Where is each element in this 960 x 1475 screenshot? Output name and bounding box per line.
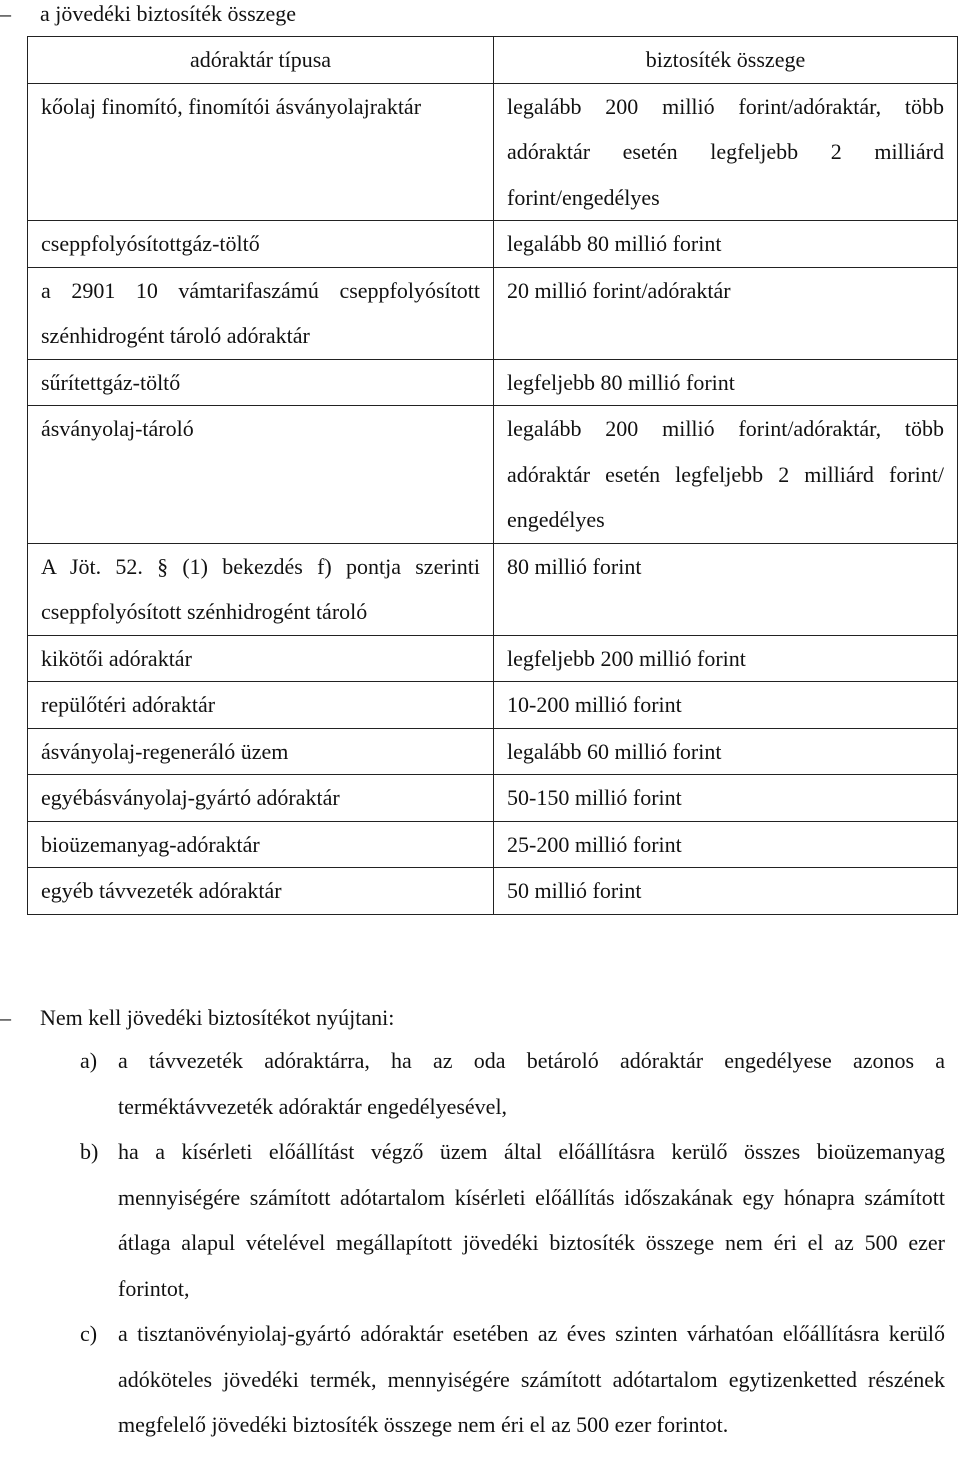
guarantee-amount-cell: 25-200 millió forint [494,821,958,868]
guarantee-amount-cell: legalább 200 millió forint/adóraktár, több adóraktár esetén legfeljebb 2 milliárd forint/ engedélyes [494,406,958,544]
exempt-heading: Nem kell jövedéki biztosítékot nyújtani: [40,1005,395,1030]
table-row [28,267,958,359]
guarantee-amount-cell: 50-150 millió forint [494,775,958,822]
guarantee-amount-cell: 80 millió forint [494,543,958,635]
table-row [28,635,958,682]
exempt-heading-line [0,995,960,1041]
guarantee-table [27,36,958,915]
intro-text: a jövedéki biztosíték összege [40,1,296,26]
warehouse-type-cell: egyébásványolaj-gyártó adóraktár [28,775,494,822]
table-row [28,821,958,868]
guarantee-amount-cell: legfeljebb 200 millió forint [494,635,958,682]
list-item-label: b) [80,1139,99,1164]
warehouse-type-cell: cseppfolyósítottgáz-töltő [28,221,494,268]
guarantee-amount-cell: legalább 60 millió forint [494,728,958,775]
list-item-text: ha a kísérleti előállítást végző üzem által előállításra kerülő összes bioüzemanyag mennyiségére számított adótartalom kísérleti előállítás időszakának egy hónapra számított átlaga alapul vételével megállapított jövedéki biztosíték összege nem éri el az 500 ezer forintot, [118,1139,945,1301]
list-item [80,1129,945,1311]
warehouse-type-cell: a 2901 10 vámtarifaszámú cseppfolyósított szénhidrogént tároló adóraktár [28,267,494,359]
list-item-text: a tisztanövényiolaj-gyártó adóraktár esetében az éves szinten várhatóan előállításra kerülő adóköteles jövedéki termék, mennyiségére számított adótartalom egytizenketted részének megfelelő jövedéki biztosíték összege nem éri el az 500 ezer forintot. [118,1321,945,1437]
list-item-label: c) [80,1321,98,1346]
table-row [28,682,958,729]
table-row [28,543,958,635]
guarantee-amount-cell: 20 millió forint/adóraktár [494,267,958,359]
guarantee-amount-cell: legalább 80 millió forint [494,221,958,268]
table-row [28,728,958,775]
intro-line [0,0,960,37]
warehouse-type-cell: egyéb távvezeték adóraktár [28,868,494,915]
list-item [80,1038,945,1129]
table-row [28,359,958,406]
warehouse-type-cell: sűrítettgáz-töltő [28,359,494,406]
header-guarantee-amount: biztosíték összege [494,37,958,84]
list-item-text: a távvezeték adóraktárra, ha az oda betároló adóraktár engedélyese azonos a terméktávvezeték adóraktár engedélyesével, [118,1048,945,1119]
list-item-label: a) [80,1048,98,1073]
dash-bullet: – [0,1005,11,1030]
list-item [80,1311,945,1448]
table-row [28,221,958,268]
warehouse-type-cell: A Jöt. 52. § (1) bekezdés f) pontja szerinti cseppfolyósított szénhidrogént tároló [28,543,494,635]
table-row [28,775,958,822]
dash-bullet: – [0,1,11,26]
guarantee-amount-cell: legfeljebb 80 millió forint [494,359,958,406]
table-row [28,406,958,544]
table-header-row [28,37,958,84]
warehouse-type-cell: ásványolaj-regeneráló üzem [28,728,494,775]
guarantee-amount-cell: legalább 200 millió forint/adóraktár, több adóraktár esetén legfeljebb 2 milliárd forint/engedélyes [494,83,958,221]
guarantee-amount-cell: 50 millió forint [494,868,958,915]
warehouse-type-cell: repülőtéri adóraktár [28,682,494,729]
warehouse-type-cell: kikötői adóraktár [28,635,494,682]
exemption-list [80,1038,945,1448]
warehouse-type-cell: bioüzemanyag-adóraktár [28,821,494,868]
warehouse-type-cell: ásványolaj-tároló [28,406,494,544]
table-row [28,83,958,221]
warehouse-type-cell: kőolaj finomító, finomítói ásványolajraktár [28,83,494,221]
table-row [28,868,958,915]
header-warehouse-type: adóraktár típusa [28,37,494,84]
guarantee-amount-cell: 10-200 millió forint [494,682,958,729]
